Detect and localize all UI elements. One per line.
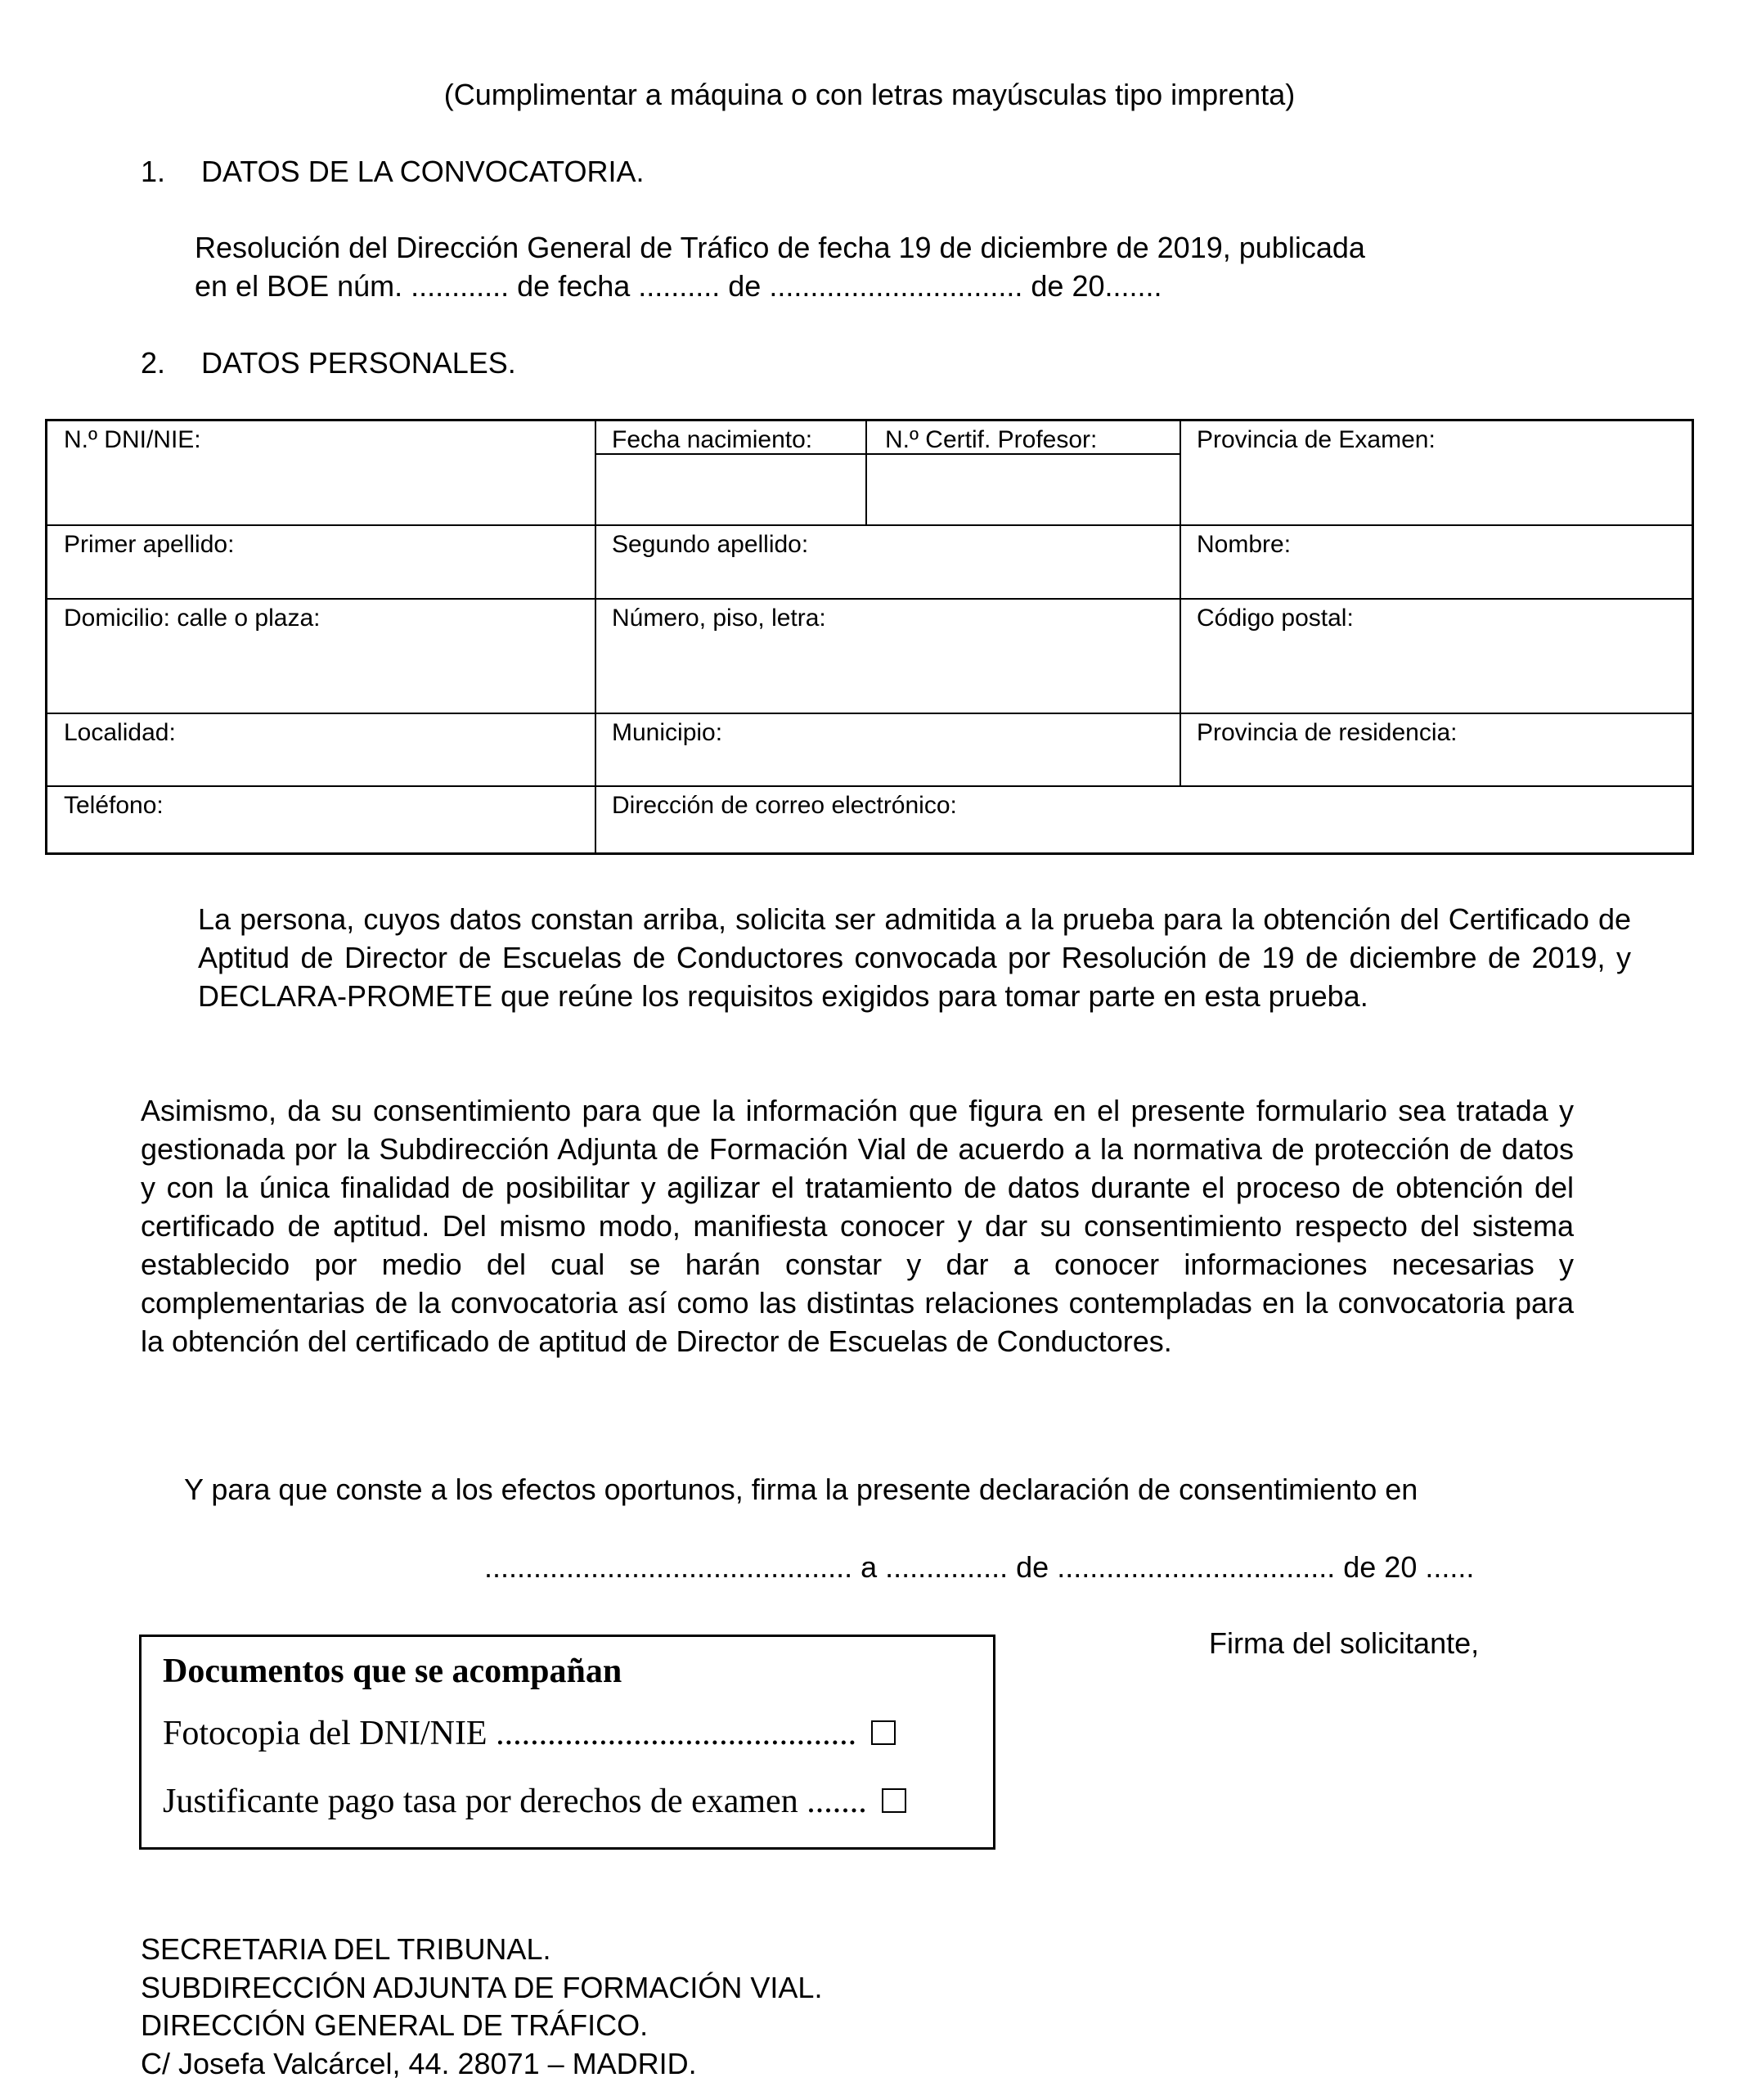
address-line: DIRECCIÓN GENERAL DE TRÁFICO. [141, 2008, 649, 2042]
document-item-label: Justificante pago tasa por derechos de examen ....... [163, 1783, 867, 1820]
attached-documents-box [139, 1635, 995, 1850]
col-divider [865, 421, 867, 525]
dni-copy-checkbox[interactable] [871, 1720, 896, 1745]
consent-closing: Y para que conste a los efectos oportunos, firma la presente declaración de consentimiento en [184, 1473, 1418, 1506]
teacher-cert-field[interactable]: N.º Certif. Profesor: [885, 426, 1098, 453]
document-item-dni [163, 1713, 896, 1754]
section-2-number: 2. [141, 346, 166, 380]
postal-code-field[interactable]: Código postal: [1197, 605, 1354, 632]
section-1-title: DATOS DE LA CONVOCATORIA. [201, 155, 645, 188]
row-divider [47, 598, 1692, 600]
section-1-number: 1. [141, 155, 166, 188]
second-surname-field[interactable]: Segundo apellido: [612, 531, 809, 558]
personal-data-table [45, 419, 1694, 855]
attached-documents-title: Documentos que se acompañan [163, 1653, 622, 1690]
col-divider [595, 421, 596, 852]
request-paragraph: La persona, cuyos datos constan arriba, solicita ser admitida a la prueba para la obtención del Certificado de Aptitud de Director de Escuelas de Conductores convocada por Resolución de 19 de diciembre de 2019, y DECLARA-PROMETE que reúne los requisitos exigidos para tomar parte en esta prueba. [198, 902, 1631, 1013]
place-date-line[interactable]: ............................................. a ............... de .................................. de 20 ...... [484, 1550, 1475, 1584]
exam-province-field[interactable]: Provincia de Examen: [1197, 426, 1436, 453]
address-line: SECRETARIA DEL TRIBUNAL. [141, 1932, 551, 1966]
document-item-fee [163, 1781, 906, 1822]
address-line: SUBDIRECCIÓN ADJUNTA DE FORMACIÓN VIAL. [141, 1971, 823, 2004]
document-item-label: Fotocopia del DNI/NIE .......................................... [163, 1715, 857, 1752]
row-divider [47, 785, 1692, 787]
section-2-heading [141, 344, 516, 382]
col-divider [1180, 421, 1181, 786]
fee-receipt-checkbox[interactable] [882, 1788, 906, 1813]
form-instruction: (Cumplimentar a máquina o con letras mayúsculas tipo imprenta) [443, 78, 1296, 111]
resolution-line-1: Resolución del Dirección General de Tráfico de fecha 19 de diciembre de 2019, publicada [195, 231, 1365, 264]
phone-field[interactable]: Teléfono: [64, 792, 164, 819]
resolution-line-2: en el BOE núm. ............ de fecha .......... de ............................... de 20....... [195, 269, 1162, 303]
address-line: C/ Josefa Valcárcel, 44. 28071 – MADRID. [141, 2047, 697, 2080]
birth-date-field[interactable]: Fecha nacimiento: [612, 426, 813, 453]
dni-field[interactable]: N.º DNI/NIE: [64, 426, 201, 453]
signature-label: Firma del solicitante, [1209, 1626, 1480, 1660]
section-2-title: DATOS PERSONALES. [201, 346, 516, 380]
locality-field[interactable]: Localidad: [64, 719, 176, 746]
name-field[interactable]: Nombre: [1197, 531, 1292, 558]
residence-province-field[interactable]: Provincia de residencia: [1197, 719, 1458, 746]
address-field[interactable]: Domicilio: calle o plaza: [64, 605, 321, 632]
municipality-field[interactable]: Municipio: [612, 719, 723, 746]
email-field[interactable]: Dirección de correo electrónico: [612, 792, 957, 819]
row-divider [47, 524, 1692, 526]
number-floor-field[interactable]: Número, piso, letra: [612, 605, 826, 632]
first-surname-field[interactable]: Primer apellido: [64, 531, 235, 558]
consent-paragraph: Asimismo, da su consentimiento para que la información que figura en el presente formulario sea tratada y gestionada por la Subdirección Adjunta de Formación Vial de acuerdo a la normativa de protección de datos y con la única finalidad de posibilitar y agilizar el tratamiento de datos durante el proceso de obtención del certificado de aptitud. Del mismo modo, manifiesta conocer y dar su consentimiento respecto del sistema establecido por medio del cual se harán constar y dar a conocer informaciones necesarias y complementarias de la convocatoria así como las distintas relaciones contempladas en la convocatoria para la obtención del certificado de aptitud de Director de Escuelas de Conductores. [141, 1094, 1574, 1358]
row-divider [47, 713, 1692, 714]
section-1-heading [141, 153, 644, 191]
